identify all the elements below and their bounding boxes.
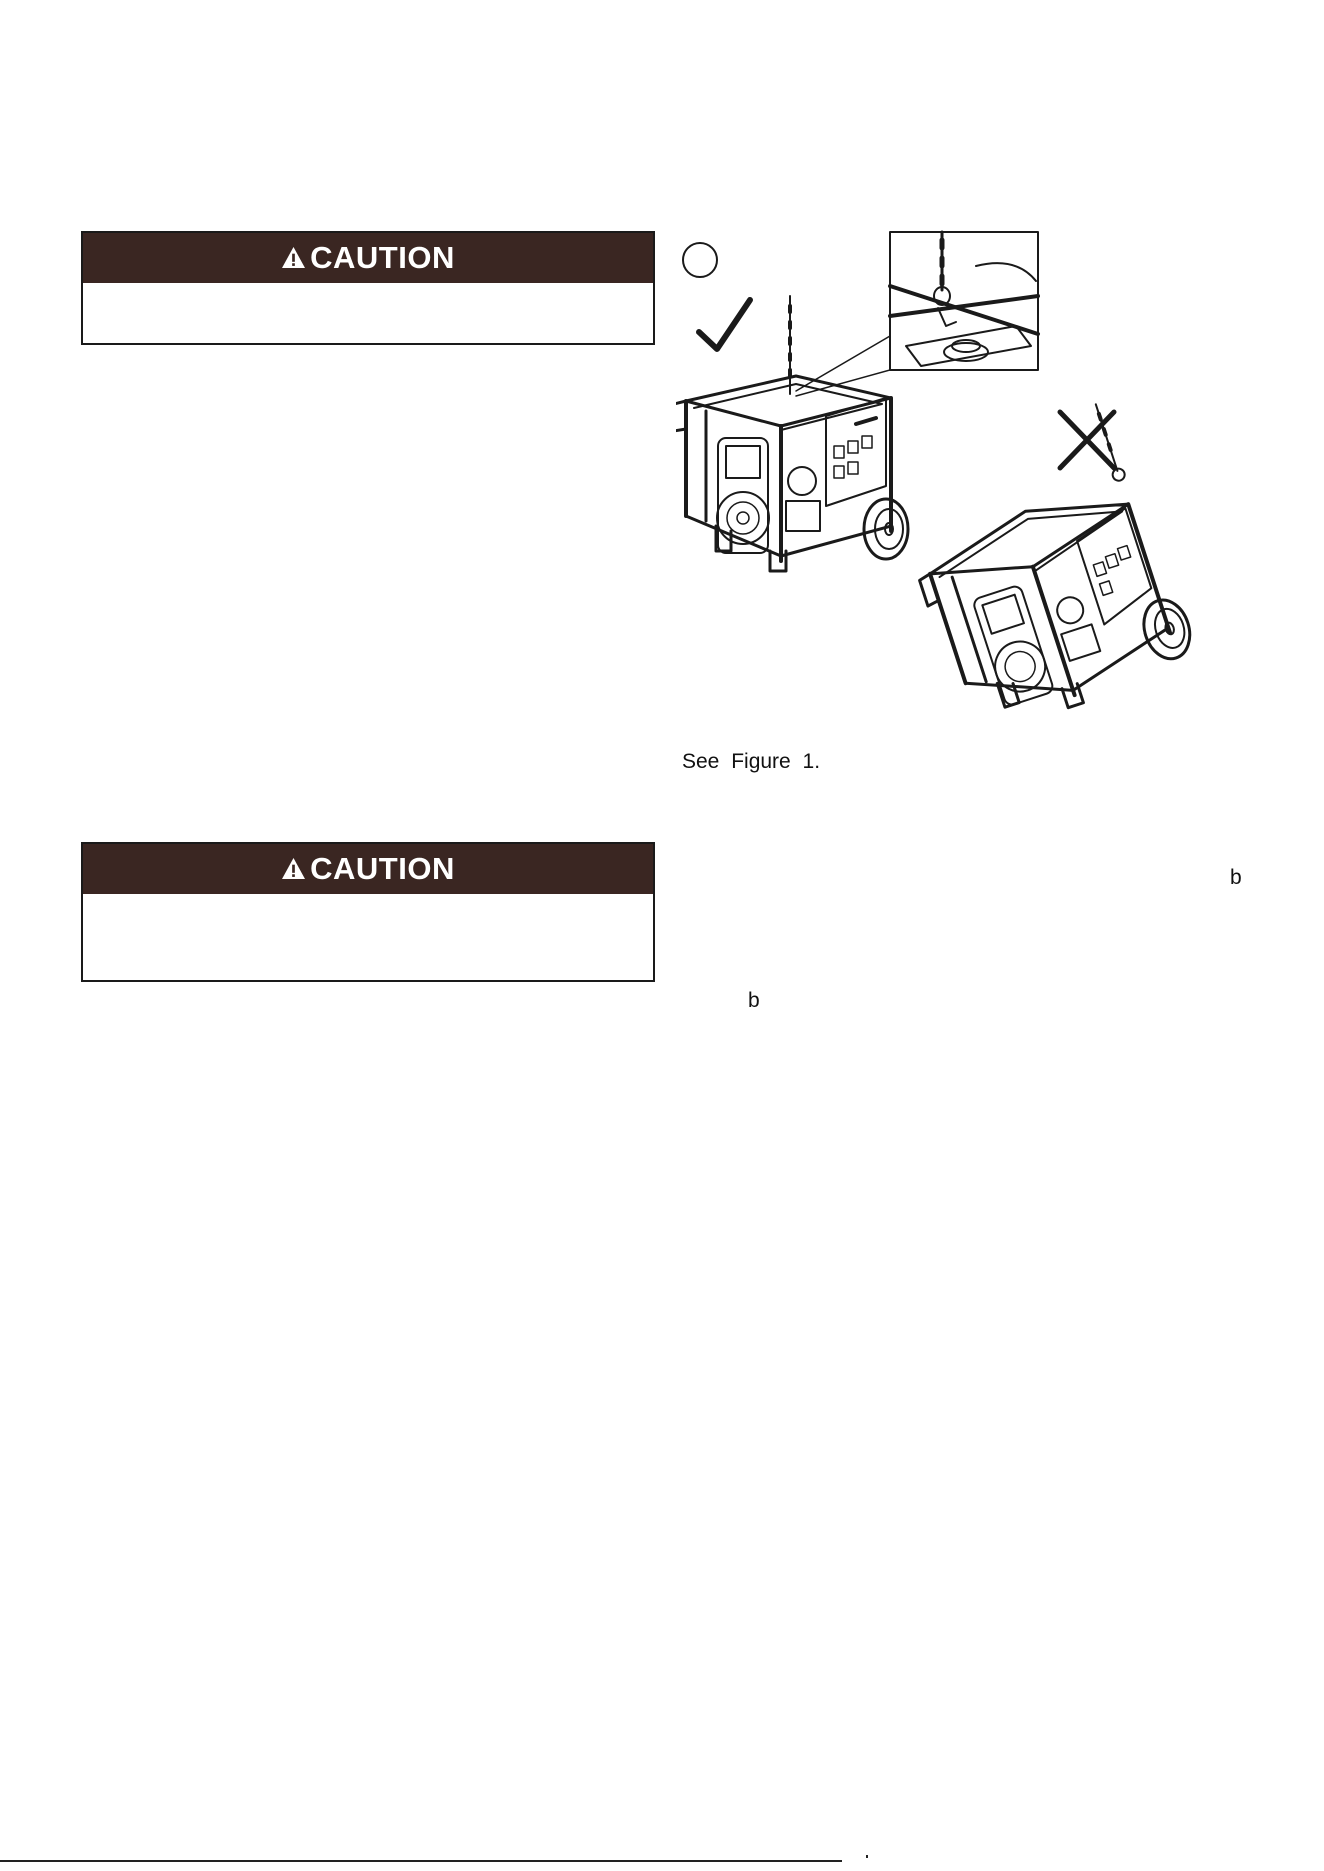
callout-circle xyxy=(683,243,717,277)
x-mark-icon xyxy=(1060,412,1114,468)
warning-triangle-icon xyxy=(281,857,306,880)
caution-header xyxy=(83,844,653,894)
footer-tick xyxy=(866,1855,868,1858)
caution-title: CAUTION xyxy=(310,851,455,886)
check-mark-icon xyxy=(699,300,750,349)
lifting-eye-detail-inset xyxy=(890,232,1038,370)
generator-upright-illustration xyxy=(676,296,908,571)
caution-box-top xyxy=(81,231,655,345)
caution-title: CAUTION xyxy=(310,240,455,275)
figure-lifting-generator xyxy=(676,226,1252,726)
text-fragment: b xyxy=(1230,866,1242,889)
generator-tilted-illustration xyxy=(885,398,1202,726)
footer-rule xyxy=(0,1860,842,1862)
warning-triangle-icon xyxy=(281,246,306,269)
text-fragment: b xyxy=(748,989,760,1012)
see-figure-reference: See Figure 1. xyxy=(682,750,821,773)
caution-box-bottom xyxy=(81,842,655,982)
caution-header xyxy=(83,233,653,283)
